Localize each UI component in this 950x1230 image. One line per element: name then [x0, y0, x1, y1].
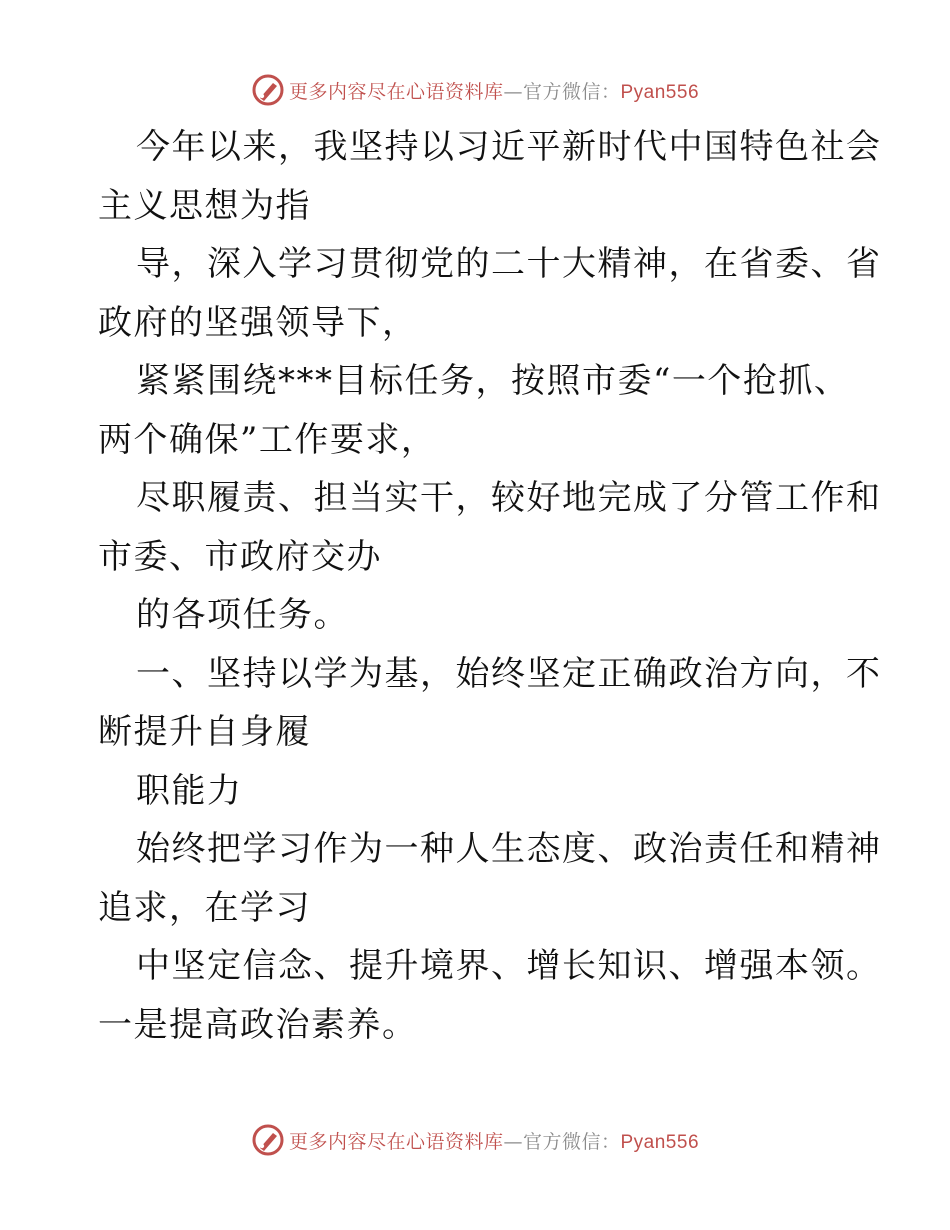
body-line: 主义思想为指: [98, 185, 311, 226]
body-line: 尽职履责、担当实干，较好地完成了分管工作和: [136, 478, 882, 518]
header-banner: [0, 70, 950, 110]
header-banner-wechat-id: Pyan556: [620, 81, 700, 103]
footer-banner-main: 更多内容尽在心语资料库: [288, 1130, 504, 1153]
header-banner-text: [289, 77, 699, 104]
body-line: 市委、市政府交办: [98, 536, 382, 577]
body-line: 导，深入学习贯彻党的二十大精神，在省委、省: [136, 244, 882, 284]
document-body: [98, 118, 882, 1054]
pen-circle-logo-icon: [251, 1123, 285, 1157]
header-banner-label: 官方微信：: [522, 80, 621, 103]
footer-banner: [0, 1120, 950, 1160]
section-heading-line: 职能力: [136, 770, 243, 811]
body-line: 中坚定信念、提升境界、增长知识、增强本领。: [136, 946, 882, 986]
body-line: 两个确保”工作要求，: [98, 419, 437, 460]
pen-circle-logo-icon: [251, 73, 285, 107]
body-line: 今年以来，我坚持以习近平新时代中国特色社会: [136, 127, 882, 167]
body-line: 追求，在学习: [98, 887, 311, 928]
header-banner-dash: —: [503, 80, 523, 103]
body-line: 一是提高政治素养。: [98, 1004, 418, 1045]
body-line: 的各项任务。: [136, 595, 349, 635]
body-line: 紧紧围绕***目标任务，按照市委“一个抢抓、: [136, 361, 850, 401]
footer-banner-label: 官方微信：: [522, 1130, 621, 1153]
footer-banner-wechat-id: Pyan556: [620, 1131, 700, 1153]
section-heading-line: 断提升自身履: [98, 712, 311, 752]
body-line: 政府的坚强领导下，: [98, 302, 418, 343]
header-banner-main: 更多内容尽在心语资料库: [288, 80, 504, 103]
footer-banner-dash: —: [503, 1130, 523, 1153]
footer-banner-text: [289, 1127, 699, 1154]
section-heading-line: 一、坚持以学为基，始终坚定正确政治方向，不: [136, 653, 882, 694]
body-line: 始终把学习作为一种人生态度、政治责任和精神: [136, 829, 882, 869]
